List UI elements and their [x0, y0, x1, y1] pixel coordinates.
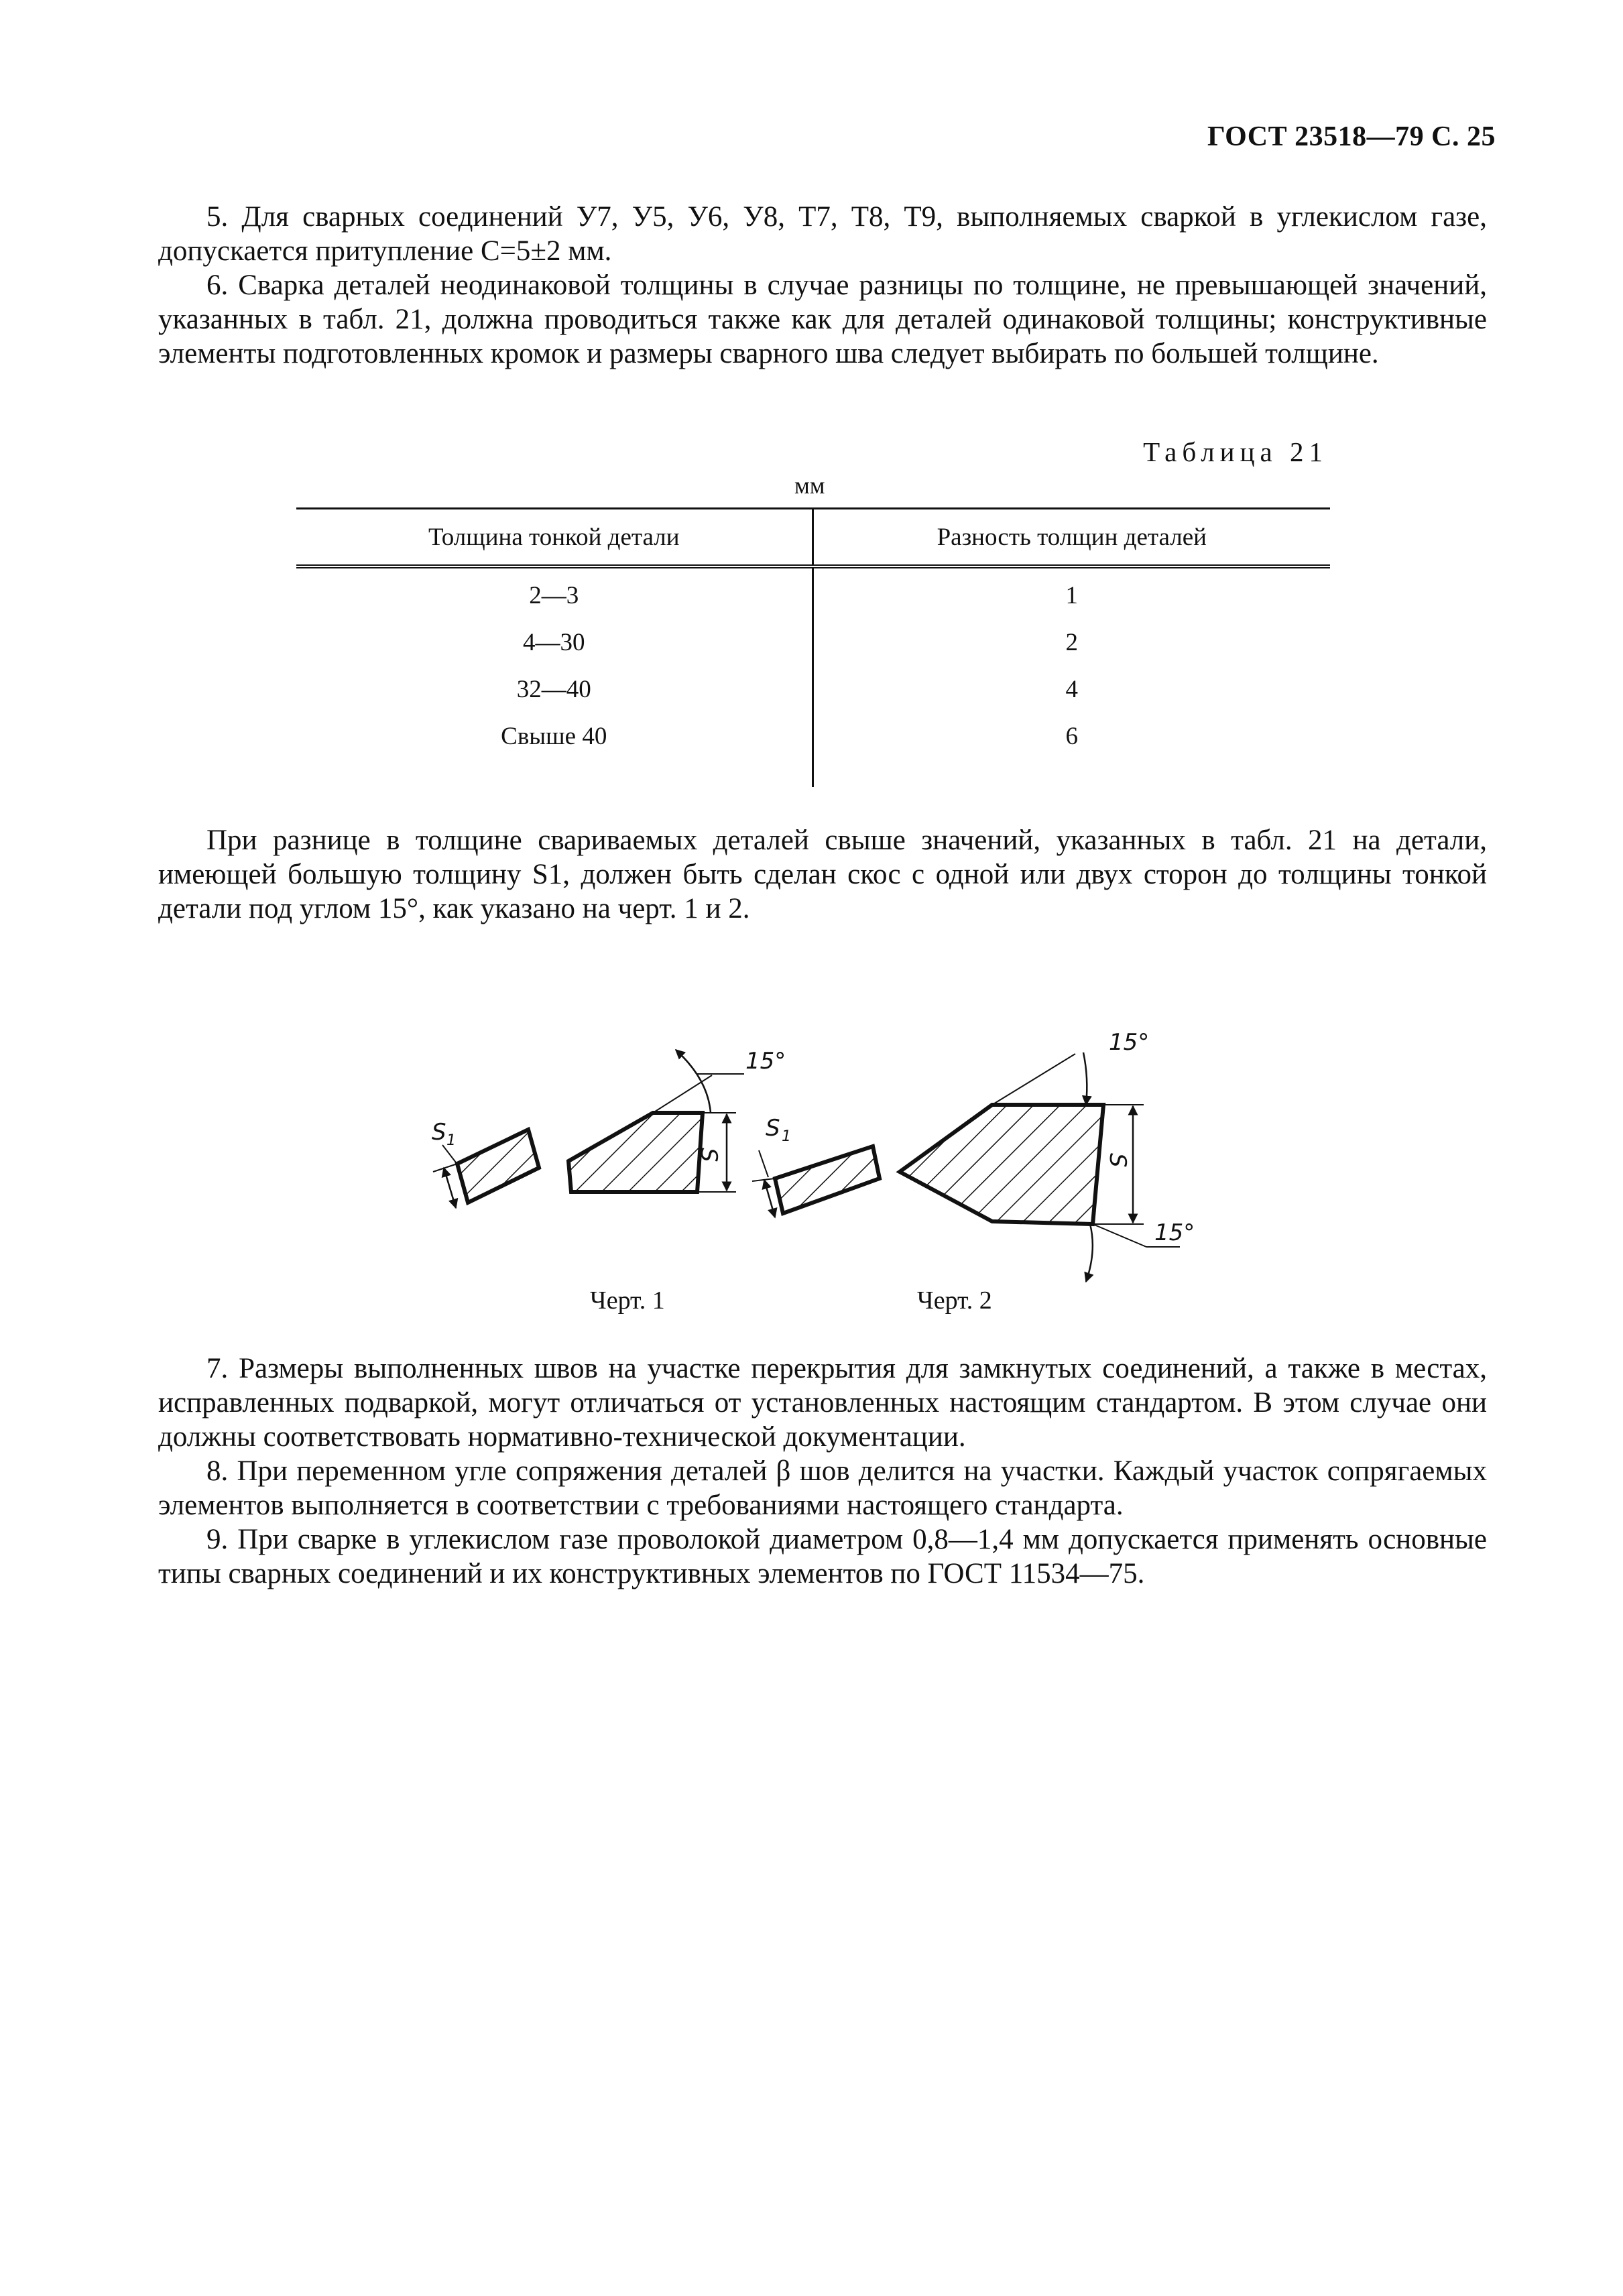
thick-part-1	[568, 1113, 703, 1192]
paragraph-8: 8. При переменном угле сопряжения деталей β шов делится на участки. Каждый участок сопрягаемых элементов выполняется в соответствии с требованиями настоящего стандарта.	[158, 1455, 1487, 1521]
angle-arc-2-top	[1083, 1052, 1087, 1105]
angle-arc-1	[676, 1050, 711, 1113]
angle-label-2-top: 15°	[1109, 1029, 1150, 1056]
table-row	[296, 666, 1330, 713]
s1-dimension-2	[764, 1180, 775, 1217]
s1-label-1: S	[432, 1119, 446, 1146]
s1-label-1-sub: 1	[446, 1132, 456, 1149]
table-cell: 4—30	[523, 628, 585, 656]
paragraph-7: 7. Размеры выполненных швов на участке перекрытия для замкнутых соединений, а также в местах, исправленных подваркой, могут отличаться от установленных настоящим стандартом. В этом случае они должны соответствовать нормативно-технической документации.	[158, 1353, 1487, 1453]
table-cell: 2	[813, 619, 1330, 666]
thickness-table	[296, 507, 1330, 787]
table-unit: мм	[794, 472, 825, 499]
angle-arc-2-bottom	[1086, 1224, 1093, 1282]
header-thin-part: Толщина тонкой детали	[296, 509, 813, 567]
thick-part-2	[900, 1105, 1103, 1224]
table-cell: 32—40	[516, 675, 591, 703]
paragraph-5: 5. Для сварных соединений У7, У5, У6, У8, Т7, Т8, Т9, выполняемых сваркой в углекислом газе, допускается притупление C=5±2 мм.	[158, 201, 1487, 267]
paragraph-middle-block	[158, 823, 1487, 926]
table-cell: 6	[813, 713, 1330, 787]
table-row	[296, 619, 1330, 666]
paragraphs-top	[158, 200, 1487, 371]
s1-label-2: S	[766, 1115, 780, 1142]
s1-label-2-sub: 1	[782, 1128, 791, 1145]
table-cell: 4	[813, 666, 1330, 713]
bevel-extension-1	[653, 1075, 712, 1113]
s-label-1: S	[695, 1148, 722, 1162]
s1-extension-2	[752, 1179, 775, 1181]
table-row	[296, 713, 1330, 787]
table-row	[296, 566, 1330, 619]
table-caption: Таблица 21	[1143, 436, 1328, 467]
table-cell: Свыше 40	[501, 723, 607, 750]
s-label-2: S	[1104, 1153, 1131, 1168]
s1-leader-2	[759, 1150, 768, 1177]
top-bevel-extension-2	[992, 1054, 1075, 1105]
thin-part-1	[457, 1130, 539, 1203]
drawing-2	[752, 1029, 1195, 1282]
paragraph-bevel: При разнице в толщине свариваемых деталей свыше значений, указанных в табл. 21 на детали, имеющей большую толщину S1, должен быть сделан скос с одной или двух сторон до толщины тонкой детали под углом 15°, как указано на черт. 1 и 2.	[158, 825, 1487, 924]
bottom-bevel-extension-2	[1093, 1224, 1146, 1247]
table-header-row	[296, 509, 1330, 567]
page-header: ГОСТ 23518—79 С. 25	[1207, 121, 1496, 152]
thin-part-2	[775, 1146, 880, 1213]
table-cell: 1	[813, 566, 1330, 619]
drawing-1	[432, 1048, 786, 1208]
paragraph-6: 6. Сварка деталей неодинаковой толщины в случае разницы по толщине, не превышающей значений, указанных в табл. 21, должна проводиться также как для деталей одинаковой толщины; конструктивные элементы подготовленных кромок и размеры сварного шва следует выбирать по большей толщине.	[158, 269, 1487, 369]
paragraph-9: 9. При сварке в углекислом газе проволокой диаметром 0,8—1,4 мм допускается применять основные типы сварных соединений и их конструктивных элементов по ГОСТ 11534—75.	[158, 1524, 1487, 1589]
figure-caption-1: Черт. 1	[590, 1286, 665, 1315]
angle-label-1: 15°	[745, 1048, 786, 1075]
weld-drawings	[402, 1019, 1247, 1314]
figure-caption-2: Черт. 2	[917, 1286, 992, 1315]
s1-dimension-1	[444, 1168, 456, 1208]
table-cell: 2—3	[529, 581, 579, 609]
angle-label-2-bottom: 15°	[1154, 1219, 1195, 1246]
header-thickness-difference: Разность толщин деталей	[813, 509, 1330, 567]
paragraphs-bottom	[158, 1351, 1487, 1591]
